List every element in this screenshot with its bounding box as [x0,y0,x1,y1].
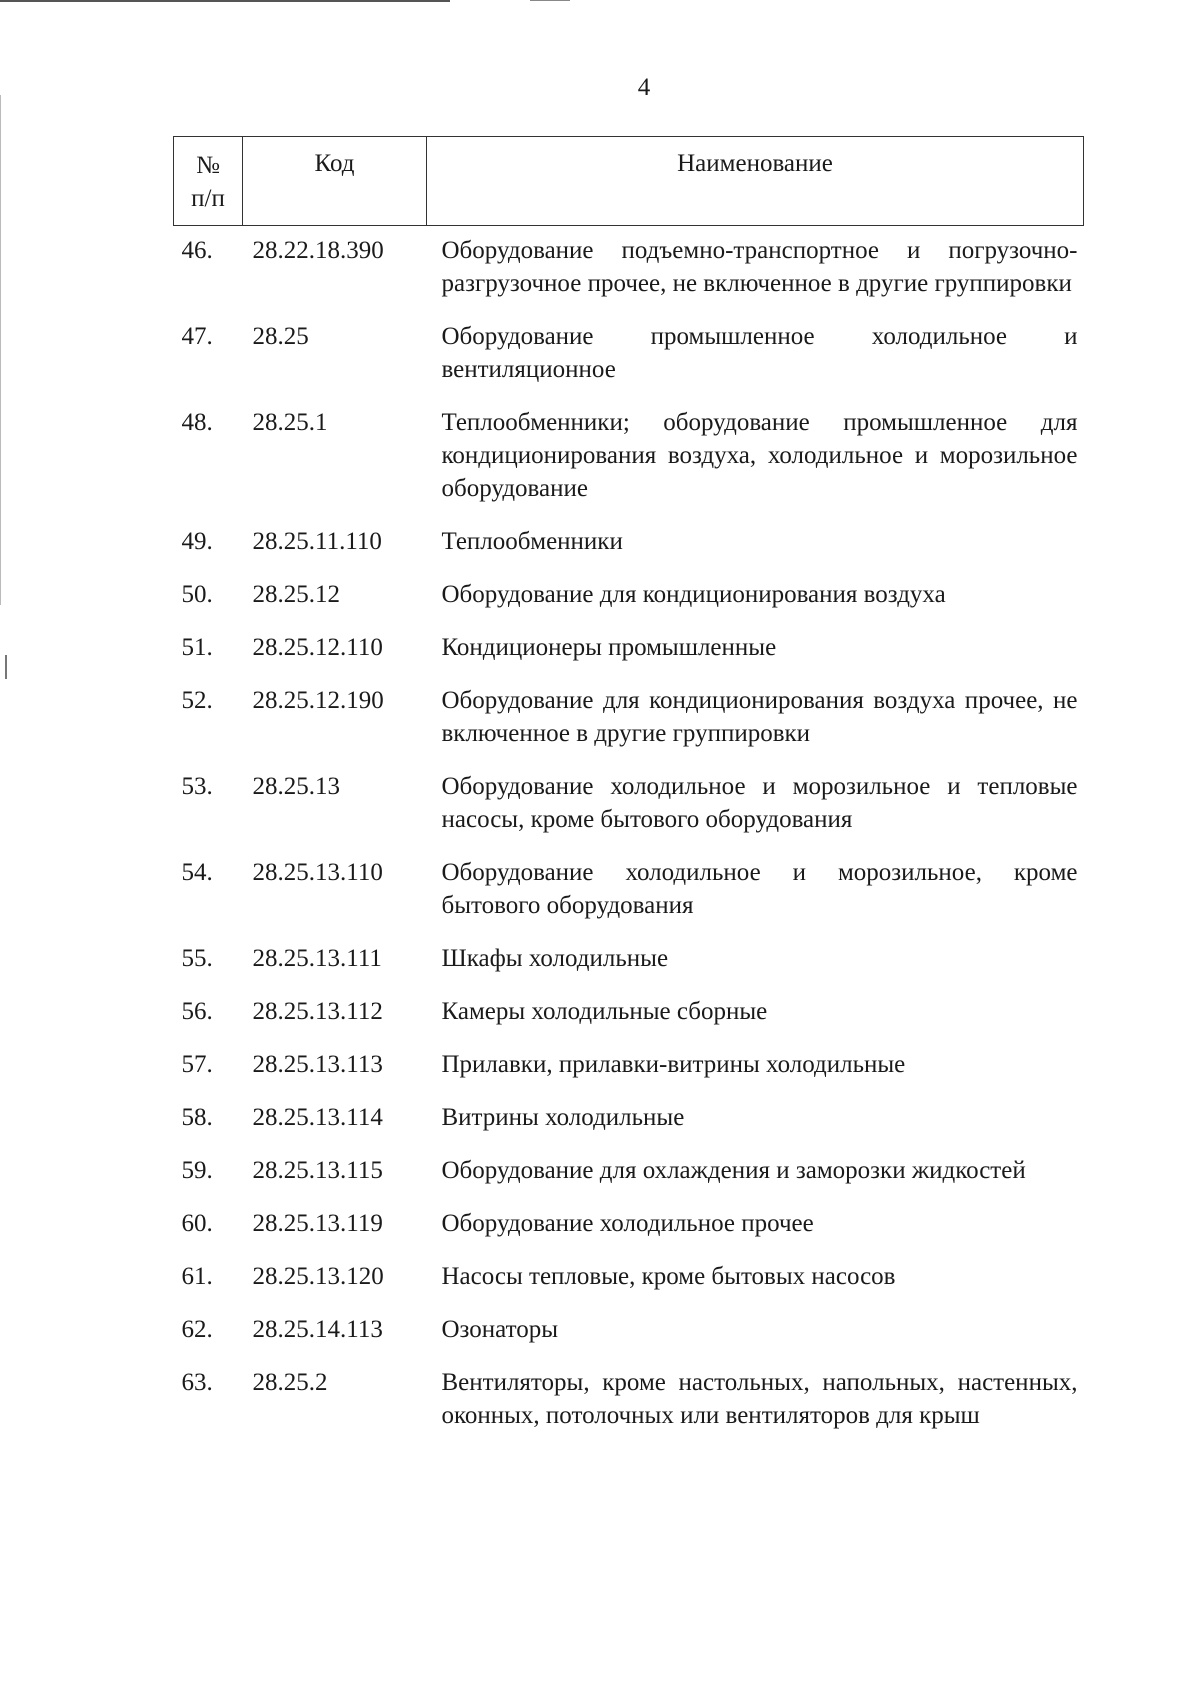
header-number-symbol: № [196,152,220,179]
table-header-row [174,137,1084,226]
table-row [174,684,1084,770]
classification-table [173,136,1084,1452]
table-row [174,578,1084,631]
table-row [174,1366,1084,1452]
header-number [174,137,243,226]
row-code: 28.25.11.110 [252,528,382,555]
row-code: 28.25.1 [252,409,328,436]
row-number: 60. [181,1210,213,1237]
row-number: 56. [181,998,213,1025]
table-spacer [174,226,1084,235]
table-row [174,1154,1084,1207]
row-number: 63. [181,1369,213,1396]
row-name: Оборудование холодильное и морозильное и тепловые насосы, кроме бытового оборудования [441,773,1078,833]
row-code: 28.25 [252,323,309,350]
table-row [174,995,1084,1048]
row-code: 28.25.13.110 [252,859,383,886]
row-code: 28.25.13.114 [252,1104,383,1131]
row-name: Камеры холодильные сборные [441,998,768,1025]
row-number: 54. [181,859,213,886]
row-number: 51. [181,634,213,661]
row-number: 46. [181,237,213,264]
row-name: Кондиционеры промышленные [441,634,777,661]
table-row [174,1313,1084,1366]
row-number: 52. [181,687,213,714]
row-code: 28.25.2 [252,1369,328,1396]
header-name: Наименование [427,137,1084,226]
row-number: 58. [181,1104,213,1131]
scan-border-left [0,95,1,605]
row-code: 28.25.13.115 [252,1157,383,1184]
row-number: 50. [181,581,213,608]
table-row [174,942,1084,995]
scan-artifact-mark [5,655,7,679]
row-name: Шкафы холодильные [441,945,669,972]
row-name: Прилавки, прилавки-витрины холодильные [441,1051,906,1078]
row-code: 28.25.13.119 [252,1210,383,1237]
row-number: 49. [181,528,213,555]
row-code: 28.25.14.113 [252,1316,383,1343]
table-row [174,770,1084,856]
row-name: Теплообменники [441,528,623,555]
table-row [174,1207,1084,1260]
row-code: 28.25.12.110 [252,634,383,661]
table-row [174,856,1084,942]
scan-border-top-fragment [530,0,570,1]
row-name: Теплообменники; оборудование промышленное для кондиционирования воздуха, холодильное и морозильное оборудование [441,409,1078,502]
row-number: 47. [181,323,213,350]
row-name: Оборудование для кондиционирования воздуха прочее, не включенное в другие группировки [441,687,1078,747]
row-code: 28.25.12.190 [252,687,384,714]
row-name: Витрины холодильные [441,1104,685,1131]
row-number: 57. [181,1051,213,1078]
row-name: Оборудование промышленное холодильное и вентиляционное [441,323,1078,383]
table-body [174,226,1084,1453]
row-number: 55. [181,945,213,972]
page-number: 4 [637,74,651,101]
row-name: Оборудование холодильное и морозильное, кроме бытового оборудования [441,859,1078,919]
scan-border-top [0,0,450,2]
row-code: 28.25.13.112 [252,998,383,1025]
row-name: Оборудование подъемно-транспортное и погрузочно-разгрузочное прочее, не включенное в другие группировки [441,237,1078,297]
row-name: Оборудование для охлаждения и заморозки жидкостей [441,1157,1026,1184]
row-number: 59. [181,1157,213,1184]
row-code: 28.25.13.113 [252,1051,383,1078]
table-row [174,406,1084,525]
row-code: 28.25.13 [252,773,340,800]
row-name: Оборудование холодильное прочее [441,1210,814,1237]
header-number-abbrev: п/п [191,185,225,212]
table-row [174,525,1084,578]
row-code: 28.25.13.120 [252,1263,384,1290]
table-row [174,320,1084,406]
row-number: 53. [181,773,213,800]
table-row [174,1048,1084,1101]
table-row [174,1260,1084,1313]
row-number: 62. [181,1316,213,1343]
row-number: 48. [181,409,213,436]
header-code: Код [243,137,427,226]
row-code: 28.25.13.111 [252,945,382,972]
row-name: Насосы тепловые, кроме бытовых насосов [441,1263,896,1290]
row-name: Оборудование для кондиционирования воздуха [441,581,946,608]
row-name: Озонаторы [441,1316,559,1343]
table-row [174,631,1084,684]
row-code: 28.22.18.390 [252,237,384,264]
row-name: Вентиляторы, кроме настольных, напольных, настенных, оконных, потолочных или вентиляторов для крыш [441,1369,1078,1429]
row-number: 61. [181,1263,213,1290]
table-row [174,234,1084,320]
row-code: 28.25.12 [252,581,340,608]
table-row [174,1101,1084,1154]
